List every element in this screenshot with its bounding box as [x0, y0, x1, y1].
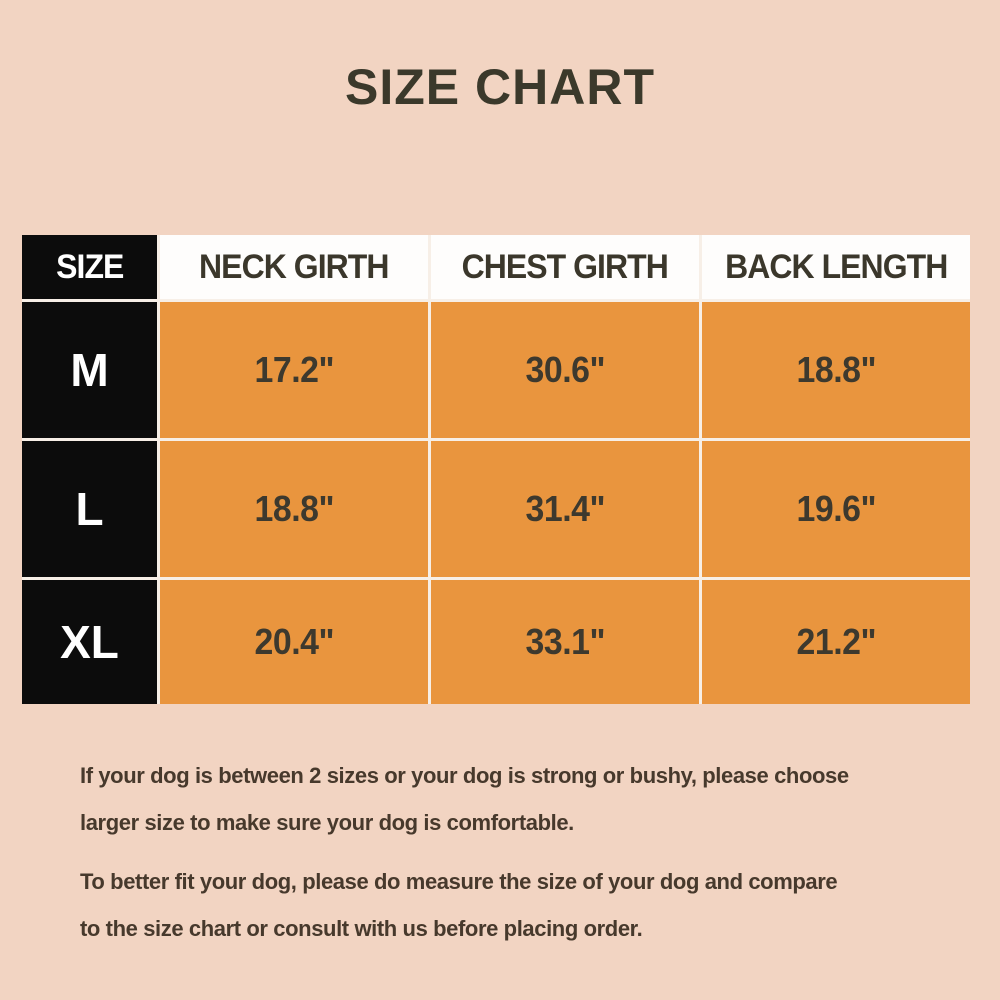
value-xl-neck-girth: 20.4": [254, 621, 334, 662]
size-label-m: M: [70, 344, 109, 396]
table-row-m-neck-girth-cell: [160, 302, 428, 438]
table-row-xl-chest-girth-cell: [431, 580, 699, 704]
value-m-chest-girth: 30.6": [525, 349, 605, 390]
value-m-back-length: 18.8": [796, 349, 876, 390]
table-row-m-chest-girth-cell: [431, 302, 699, 438]
column-header-size: [22, 235, 157, 299]
note-line: If your dog is between 2 sizes or your dog is strong or bushy, please choose: [80, 763, 849, 788]
table-row-xl-size-cell: [22, 580, 157, 704]
value-l-neck-girth: 18.8": [254, 488, 334, 529]
table-row-l-neck-girth-cell: [160, 441, 428, 577]
value-xl-back-length: 21.2": [796, 621, 876, 662]
note-line: larger size to make sure your dog is comfortable.: [80, 810, 574, 835]
note-line: To better fit your dog, please do measure the size of your dog and compare: [80, 869, 838, 894]
column-header-chest-girth: [431, 235, 699, 299]
column-header-chest-girth-label: CHEST GIRTH: [461, 247, 669, 286]
table-row-m-back-length-cell: [702, 302, 970, 438]
column-header-size-label: SIZE: [55, 247, 124, 286]
column-header-back-length-label: BACK LENGTH: [724, 247, 948, 286]
table-row-l-size-cell: [22, 441, 157, 577]
column-header-back-length: [702, 235, 970, 299]
page-title: SIZE CHART: [345, 59, 655, 115]
size-label-xl: XL: [60, 616, 119, 668]
value-m-neck-girth: 17.2": [254, 349, 334, 390]
table-row-l-chest-girth-cell: [431, 441, 699, 577]
value-xl-chest-girth: 33.1": [525, 621, 605, 662]
note-line: to the size chart or consult with us before placing order.: [80, 916, 643, 941]
table-row-xl-neck-girth-cell: [160, 580, 428, 704]
table-row-l-back-length-cell: [702, 441, 970, 577]
column-header-neck-girth: [160, 235, 428, 299]
size-label-l: L: [75, 483, 104, 535]
column-header-neck-girth-label: NECK GIRTH: [199, 247, 389, 286]
table-row-xl-back-length-cell: [702, 580, 970, 704]
value-l-chest-girth: 31.4": [525, 488, 605, 529]
note-paragraph-sizing-advice: [80, 752, 960, 846]
value-l-back-length: 19.6": [796, 488, 876, 529]
table-row-m-size-cell: [22, 302, 157, 438]
size-table: [22, 235, 970, 704]
notes-section: [80, 752, 960, 964]
note-paragraph-measure-advice: [80, 858, 960, 952]
